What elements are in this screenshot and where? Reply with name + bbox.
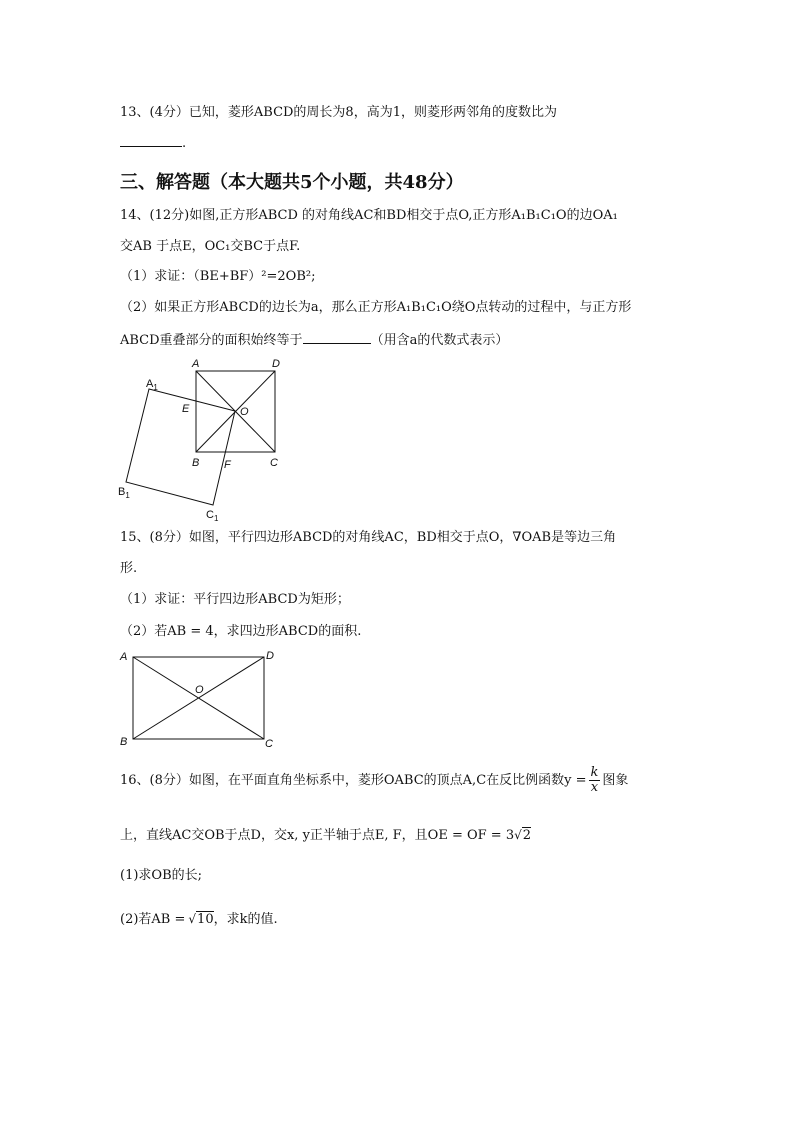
q16-line2 [120,826,531,845]
q15-line2: 形. [120,561,138,576]
q16-part2-pre: (2)若AB = [120,912,186,927]
q13-line1: 13、(4分）已知，菱形ABCD的周长为8，高为1，则菱形两邻角的度数比为 [120,105,557,120]
sqrt-radicand: 2 [522,828,532,843]
label-d: D [272,358,280,370]
q14-number: 14、(12分) [120,208,190,223]
q16-line2-text: 上，直线AC交OB于点D，交x, y正半轴于点E, F，且OE = OF = 3 [120,828,515,843]
label-c: C [270,457,278,469]
sqrt-radicand: 10 [197,912,214,927]
label-c1: $C_1$ [206,509,219,523]
label-e: E [182,403,190,415]
q14-line1 [120,207,618,225]
q16-part1: (1)求OB的长; [120,868,203,883]
q14-part2-pre: ABCD重叠部分的面积始终等于 [120,333,303,348]
q15-part1: （1）求证：平行四边形ABCD为矩形； [120,592,350,607]
q14-text: 如图,正方形ABCD 的对角线AC和BD相交于点O,正方形A₁B₁C₁O的边OA₁ [189,208,618,223]
q14-line2: 交AB 于点E，OC₁交BC于点F. [120,239,301,254]
q16-text: 16、(8分）如图，在平面直角坐标系中，菱形OABC的顶点A,C在反比例函数y = [120,773,587,788]
q13-period: . [182,136,187,151]
fraction-denominator: x [590,780,599,795]
q14-part2-line2 [120,331,508,350]
q13-line2 [120,134,186,153]
fraction-k-over-x [589,766,601,795]
label-o: O [240,406,249,418]
q14-part2-line1: （2）如果正方形ABCD的边长为a，那么正方形A₁B₁C₁O绕O点转动的过程中，与正方形 [120,300,632,315]
label-a: A [192,358,200,370]
fraction-numerator: k [590,765,599,780]
q14-part1: （1）求证：（BE+BF）²=2OB²; [120,269,316,284]
q15-line1: 15、(8分）如图，平行四边形ABCD的对角线AC，BD相交于点O，∇OAB是等边三角 [120,530,617,545]
q16-line1 [120,766,628,796]
sqrt-sign: √ [514,828,522,842]
label-f: F [224,459,231,471]
q15-figure [110,645,290,753]
label-d: D [266,650,274,662]
q16-part2-post: ，求k的值. [213,912,278,927]
q14-part2-post: （用含a的代数式表示） [370,333,509,348]
answer-blank [120,134,182,147]
q16-text-end: 图象 [602,773,629,788]
label-b: B [120,736,128,748]
q14-figure [110,352,310,524]
answer-blank [303,331,371,344]
square-a1b1c1o [126,389,235,505]
label-a: A [120,651,128,663]
sqrt-sign: √ [188,912,197,926]
q15-part2: （2）若AB = 4，求四边形ABCD的面积. [120,624,362,639]
q16-part2 [120,910,278,929]
section-heading: 三、解答题（本大题共5个小题，共48分） [120,172,464,193]
label-c: C [265,738,273,750]
label-o: O [195,684,204,696]
label-b1: $B_1$ [118,486,130,500]
label-b: B [192,457,200,469]
label-a1: $A_1$ [146,378,158,392]
